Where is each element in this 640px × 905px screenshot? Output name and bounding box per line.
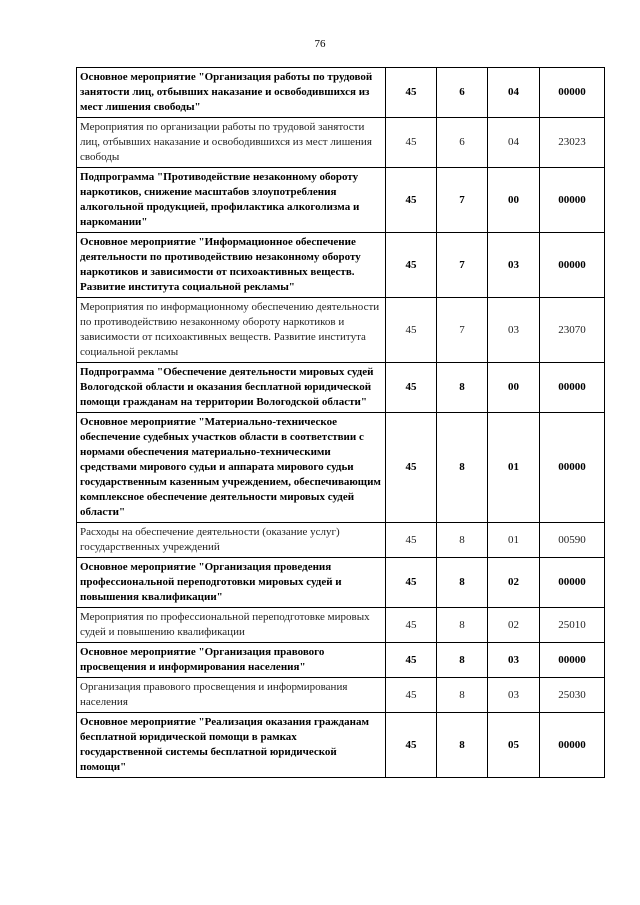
ministry-code-cell: 45 xyxy=(386,118,437,168)
table-row xyxy=(77,643,605,678)
program-code-cell: 8 xyxy=(437,558,488,608)
budget-classification-table xyxy=(76,67,605,778)
program-code-cell: 8 xyxy=(437,523,488,558)
table-row xyxy=(77,68,605,118)
table-row xyxy=(77,413,605,523)
subprogram-code-cell: 01 xyxy=(488,523,540,558)
ministry-code-cell: 45 xyxy=(386,233,437,298)
table-row xyxy=(77,298,605,363)
program-name-cell: Мероприятия по профессиональной переподготовке мировых судей и повышению квалификации xyxy=(77,608,386,643)
direction-code-cell: 00000 xyxy=(540,233,605,298)
direction-code-cell: 25030 xyxy=(540,678,605,713)
ministry-code-cell: 45 xyxy=(386,558,437,608)
table-row xyxy=(77,118,605,168)
program-name-cell: Основное мероприятие "Материально-техническое обеспечение судебных участков области в соответствии с нормами обеспечения материально-техническими средствами мирового судьи и аппарата мирового судьи государственным казенным учреждением, обеспечивающим комплексное обеспечение деятельности мировых судей области" xyxy=(77,413,386,523)
program-name-cell: Основное мероприятие "Организация правового просвещения и информирования населения" xyxy=(77,643,386,678)
table-row xyxy=(77,363,605,413)
program-name-cell: Основное мероприятие "Информационное обеспечение деятельности по противодействию незаконному обороту наркотиков и зависимости от психоактивных веществ. Развитие института социальной рекламы" xyxy=(77,233,386,298)
direction-code-cell: 00590 xyxy=(540,523,605,558)
program-name-cell: Основное мероприятие "Организация работы по трудовой занятости лиц, отбывших наказание и освободившихся из мест лишения свободы" xyxy=(77,68,386,118)
direction-code-cell: 00000 xyxy=(540,168,605,233)
program-code-cell: 6 xyxy=(437,68,488,118)
table-row xyxy=(77,713,605,778)
program-name-cell: Подпрограмма "Обеспечение деятельности мировых судей Вологодской области и оказания бесплатной юридической помощи гражданам на территории Вологодской области" xyxy=(77,363,386,413)
program-code-cell: 7 xyxy=(437,168,488,233)
direction-code-cell: 00000 xyxy=(540,558,605,608)
page-number: 76 xyxy=(314,38,326,50)
table-row xyxy=(77,678,605,713)
ministry-code-cell: 45 xyxy=(386,713,437,778)
program-code-cell: 8 xyxy=(437,678,488,713)
ministry-code-cell: 45 xyxy=(386,298,437,363)
program-code-cell: 8 xyxy=(437,608,488,643)
direction-code-cell: 25010 xyxy=(540,608,605,643)
program-code-cell: 7 xyxy=(437,233,488,298)
program-name-cell: Основное мероприятие "Организация проведения профессиональной переподготовки мировых судей и повышения квалификации" xyxy=(77,558,386,608)
subprogram-code-cell: 00 xyxy=(488,363,540,413)
direction-code-cell: 00000 xyxy=(540,643,605,678)
subprogram-code-cell: 01 xyxy=(488,413,540,523)
subprogram-code-cell: 03 xyxy=(488,298,540,363)
ministry-code-cell: 45 xyxy=(386,168,437,233)
table-row xyxy=(77,608,605,643)
ministry-code-cell: 45 xyxy=(386,413,437,523)
program-name-cell: Подпрограмма "Противодействие незаконному обороту наркотиков, снижение масштабов злоупотребления алкогольной продукцией, профилактика алкоголизма и наркомании" xyxy=(77,168,386,233)
direction-code-cell: 00000 xyxy=(540,363,605,413)
subprogram-code-cell: 03 xyxy=(488,643,540,678)
direction-code-cell: 00000 xyxy=(540,713,605,778)
program-name-cell: Мероприятия по организации работы по трудовой занятости лиц, отбывших наказание и освободившихся из мест лишения свободы xyxy=(77,118,386,168)
table-body xyxy=(77,68,605,778)
ministry-code-cell: 45 xyxy=(386,68,437,118)
subprogram-code-cell: 02 xyxy=(488,608,540,643)
program-code-cell: 6 xyxy=(437,118,488,168)
program-name-cell: Мероприятия по информационному обеспечению деятельности по противодействию незаконному обороту наркотиков и зависимости от психоактивных веществ. Развитие института социальной рекламы xyxy=(77,298,386,363)
ministry-code-cell: 45 xyxy=(386,643,437,678)
program-name-cell: Расходы на обеспечение деятельности (оказание услуг) государственных учреждений xyxy=(77,523,386,558)
program-code-cell: 8 xyxy=(437,413,488,523)
direction-code-cell: 00000 xyxy=(540,68,605,118)
ministry-code-cell: 45 xyxy=(386,523,437,558)
ministry-code-cell: 45 xyxy=(386,608,437,643)
subprogram-code-cell: 02 xyxy=(488,558,540,608)
table-row xyxy=(77,233,605,298)
direction-code-cell: 23070 xyxy=(540,298,605,363)
subprogram-code-cell: 03 xyxy=(488,233,540,298)
direction-code-cell: 00000 xyxy=(540,413,605,523)
table-row xyxy=(77,558,605,608)
ministry-code-cell: 45 xyxy=(386,363,437,413)
program-code-cell: 8 xyxy=(437,363,488,413)
program-code-cell: 8 xyxy=(437,643,488,678)
table-row xyxy=(77,168,605,233)
subprogram-code-cell: 03 xyxy=(488,678,540,713)
program-code-cell: 7 xyxy=(437,298,488,363)
program-name-cell: Основное мероприятие "Реализация оказания гражданам бесплатной юридической помощи в рамках государственной системы бесплатной юридической помощи" xyxy=(77,713,386,778)
subprogram-code-cell: 00 xyxy=(488,168,540,233)
program-code-cell: 8 xyxy=(437,713,488,778)
program-name-cell: Организация правового просвещения и информирования населения xyxy=(77,678,386,713)
direction-code-cell: 23023 xyxy=(540,118,605,168)
ministry-code-cell: 45 xyxy=(386,678,437,713)
subprogram-code-cell: 04 xyxy=(488,68,540,118)
subprogram-code-cell: 05 xyxy=(488,713,540,778)
subprogram-code-cell: 04 xyxy=(488,118,540,168)
table-row xyxy=(77,523,605,558)
